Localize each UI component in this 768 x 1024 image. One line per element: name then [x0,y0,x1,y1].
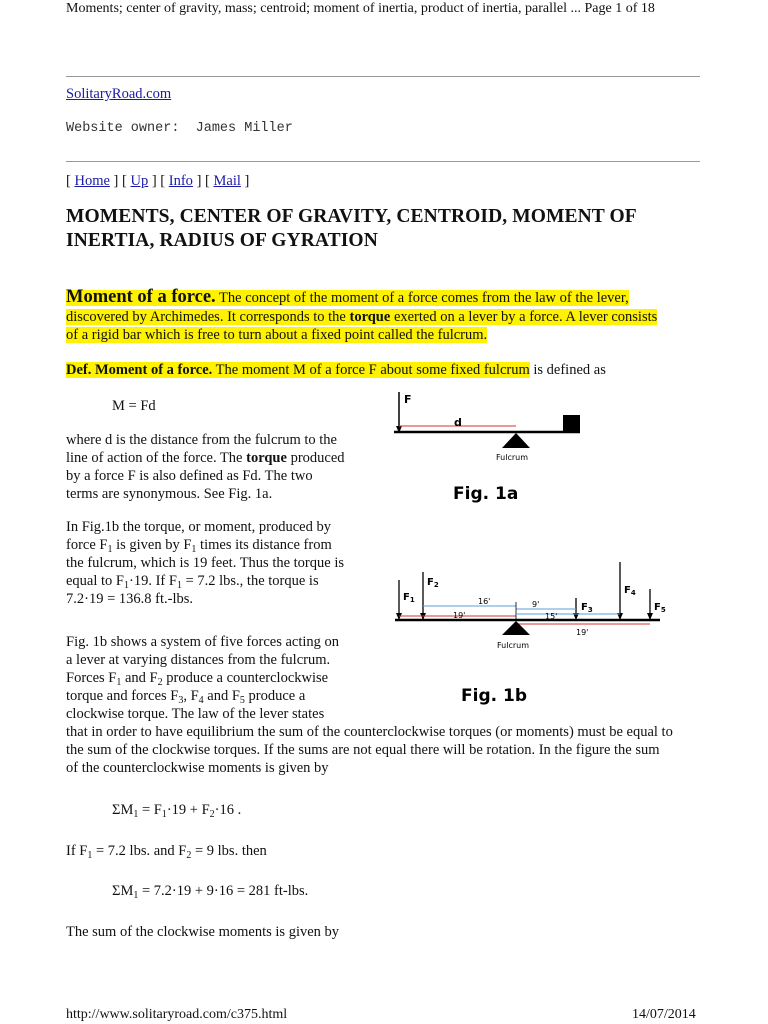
label-9ft: 9' [532,600,540,609]
para-five-forces: Fig. 1b shows a system of five forces acting on a lever at varying distances from the fulcrum. Forces $F_1$ and $F_2$ produce a counterclockwise torque and forces $F_3$, $F_4$ and $F_5$ produce a clockwise torque. The law of the lever states that in order to have equilibrium the sum of the counterclockwise torques (or moments) must be equal to the sum of the clockwise torques. If the sums are not equal there will be rotation. In the figure the sum of the counterclockwise moments is given by [66,634,673,776]
equation-sum-ccw: $\Sigma M_1 = F_1\cdot 19 + F_2\cdot 16$ . [112,802,242,820]
website-owner: Website owner: James Miller [66,121,293,136]
nav-info[interactable]: Info [168,173,193,189]
divider-mid [66,161,700,162]
label-16ft: 16' [478,597,491,606]
label-19ft-left: 19' [453,611,466,620]
nav-up[interactable]: Up [130,173,149,189]
weight-block [563,415,580,431]
label-f4: $F_4$ [624,585,636,597]
label-f1: $F_1$ [403,592,415,604]
figure-1a [390,388,590,508]
page-title: MOMENTS, CENTER OF GRAVITY, CENTROID, MOMENT OF INERTIA, RADIUS OF GYRATION [66,206,637,251]
equation-result: $\Sigma M_1 = 7.2\cdot 19 + 9\cdot 16 = 281$ ft-lbs. [112,883,309,901]
caption-fig-1a: Fig. 1a [453,484,519,504]
para-torque-example: In Fig.1b the torque, or moment, produced by force $F_1$ is given by $F_1$ times its distance from the fulcrum, which is 19 feet. Thus the torque is equal to $F_1\cdot 19$. If $F_1 = 7.2$ lbs., the torque is 7.2·19 = 136.8 ft.-lbs. [66,519,344,607]
label-15ft: 15' [545,612,558,621]
closing-text: The sum of the clockwise moments is given by [66,924,340,940]
nav-home[interactable]: Home [74,173,110,189]
label-fulcrum: Fulcrum [496,453,529,462]
label-f2: $F_2$ [427,577,439,589]
label-f3: $F_3$ [581,602,593,614]
nav-bar: [ Home ] [ Up ] [ Info ] [ Mail ] [66,173,250,189]
caption-fig-1b: Fig. 1b [461,686,527,706]
figure-1b [390,558,670,708]
print-header: Moments; center of gravity, mass; centroid; moment of inertia, product of inertia, parallel ... Page 1 of 18 [66,1,655,16]
label-d: d [454,416,462,429]
label-fulcrum: Fulcrum [497,641,530,650]
label-f5: $F_5$ [654,602,666,614]
divider-top [66,76,700,77]
label-19ft-right: 19' [576,628,589,637]
label-f: F [404,393,412,406]
footer-url: http://www.solitaryroad.com/c375.html [66,1007,288,1022]
fulcrum-triangle [502,433,530,448]
section-heading: Moment of a force. [66,287,216,307]
para-distance: where d is the distance from the fulcrum to the line of action of the force. The torque produced by a force F is also defined as Fd. The two terms are synonymous. See Fig. 1a. [66,432,345,502]
fulcrum-triangle [502,621,530,635]
site-link[interactable]: SolitaryRoad.com [66,86,172,102]
definition: Def. Moment of a force. The moment M of a force F about some fixed fulcrum is defined as [66,362,606,378]
nav-mail[interactable]: Mail [213,173,241,189]
formula-m-fd: M = Fd [112,398,156,414]
section-moment-of-force: Moment of a force. The concept of the moment of a force comes from the law of the lever, discovered by Archimedes. It corresponds to the torque exerted on a lever by a force. A lever consists of a rigid bar which is free to turn about a fixed point called the fulcrum. [66,287,658,343]
equation-given: If $F_1 = 7.2$ lbs. and $F_2 = 9$ lbs. then [66,843,267,861]
footer-date: 14/07/2014 [632,1007,696,1022]
